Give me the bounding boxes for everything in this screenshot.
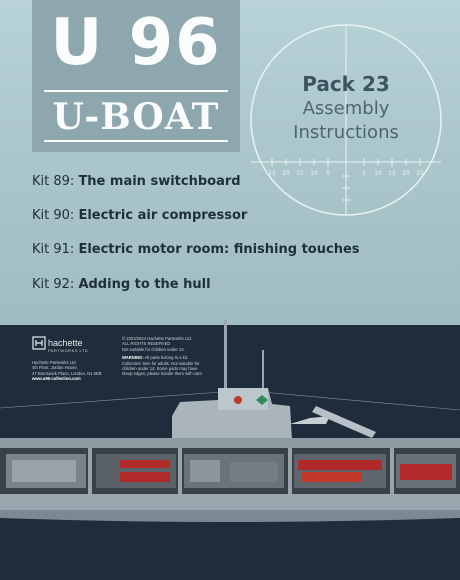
pack-subtitle-line2: Instructions — [293, 122, 399, 143]
publisher-name: hachette — [48, 338, 83, 348]
scope-tick-r10: 10 — [374, 170, 382, 177]
kit-item — [32, 277, 211, 292]
u96-logo — [32, 0, 240, 152]
warning-line: Collectors' item for adults. Not suitable for — [122, 360, 200, 366]
publisher-tagline: PARTWORKS LTD — [48, 348, 89, 353]
kit-number: Kit 89: — [32, 174, 75, 189]
website-link[interactable]: www.u96-collection.com — [32, 376, 81, 382]
logo-rule-top — [44, 90, 228, 92]
periscope-reticle — [248, 22, 444, 218]
scope-tick-l20: 20 — [282, 170, 290, 177]
scope-tick-l10: 10 — [310, 170, 318, 177]
kit-number: Kit 90: — [32, 208, 75, 223]
scope-tick-l5: 5 — [326, 170, 330, 177]
scope-tick-r20: 20 — [402, 170, 410, 177]
kit-item — [32, 174, 241, 189]
copyright-line: Not suitable for children under 14. — [122, 346, 185, 352]
warning-line: All parts belong to a kit. — [144, 355, 189, 361]
copyright-block — [122, 336, 203, 377]
scope-tick-r5: 5 — [362, 170, 366, 177]
kit-number: Kit 91: — [32, 242, 75, 257]
scope-tick-l15: 15 — [296, 170, 304, 177]
submarine-cutaway-illustration — [0, 320, 460, 540]
kit-number: Kit 92: — [32, 277, 75, 292]
logo-rule-bottom — [44, 140, 228, 142]
hachette-logo-icon — [32, 336, 46, 350]
publisher-address — [32, 360, 102, 382]
kit-name: Adding to the hull — [78, 277, 211, 292]
kit-item — [32, 242, 360, 257]
warning-label: WARNING: — [122, 355, 144, 361]
warning-line: sharp edges, please handle them with care. — [122, 371, 204, 377]
kit-name: The main switchboard — [78, 174, 241, 189]
logo-subtitle: U-BOAT — [52, 96, 220, 138]
warning-line: children under 14. Some parts may have — [122, 366, 198, 372]
address-line: Hachette Partworks Ltd — [32, 360, 76, 365]
scope-tick-r25: 25 — [416, 170, 424, 177]
logo-title: U 96 — [50, 6, 222, 80]
pack-subtitle-line1: Assembly — [302, 98, 390, 119]
copyright-line: ALL RIGHTS RESERVED — [122, 341, 171, 347]
pack-number: Pack 23 — [302, 72, 390, 96]
copyright-line: © 2023/2024 Hachette Partworks Ltd. — [122, 336, 192, 341]
kit-item — [32, 208, 247, 223]
address-line: 4th Floor, Jordan House, — [32, 365, 78, 371]
address-line: 47 Brunswick Place, London, N1 6EB — [32, 370, 102, 376]
kit-name: Electric air compressor — [78, 208, 248, 223]
scope-tick-l25: 25 — [268, 170, 276, 177]
scope-tick-r15: 15 — [388, 170, 396, 177]
kit-name: Electric motor room: finishing touches — [78, 242, 360, 257]
